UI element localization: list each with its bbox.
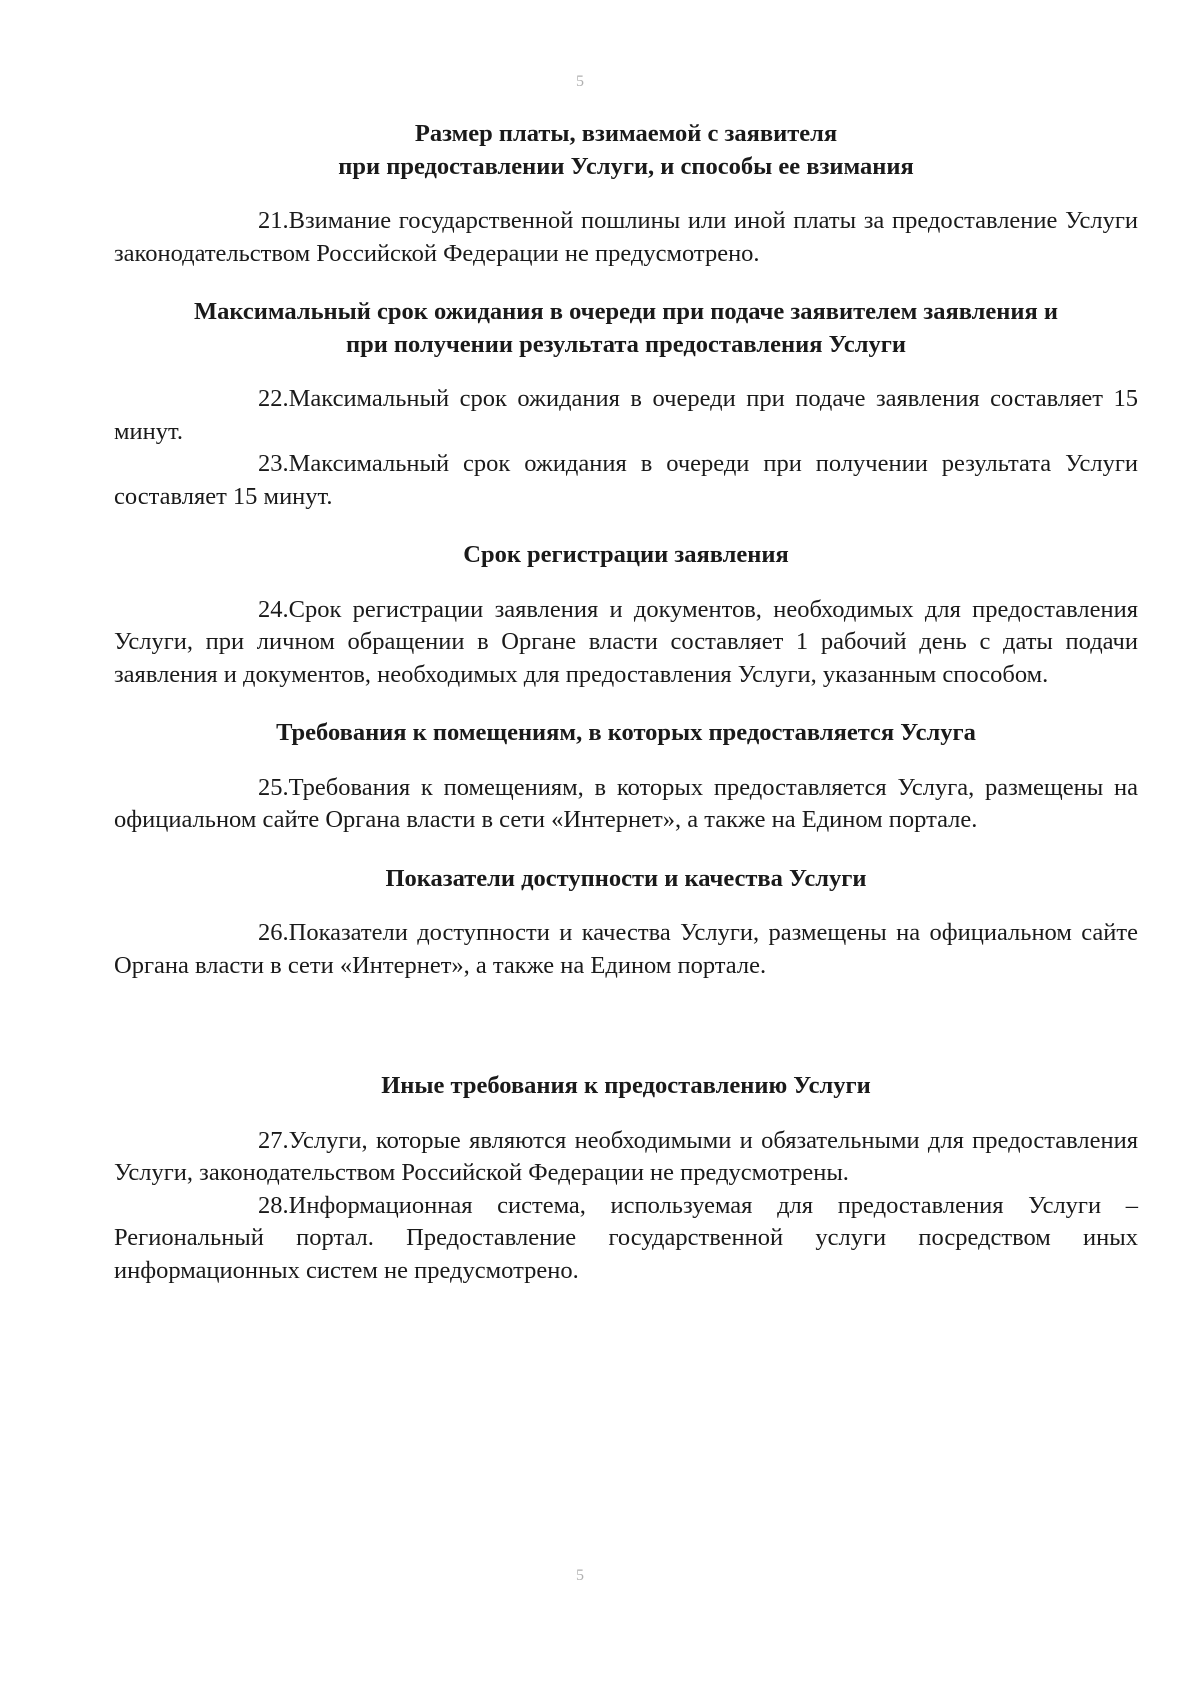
paragraph-text: Услуги, которые являются необходимыми и обязательными для предоставления Услуги, законодательством Российской Федерации не предусмотрены. xyxy=(114,1126,1138,1186)
paragraph-22 xyxy=(114,383,1138,448)
page-number-bottom: 5 xyxy=(576,1567,584,1584)
paragraph-21 xyxy=(114,205,1138,270)
section-quality xyxy=(114,863,1138,983)
page-number-top: 5 xyxy=(576,73,584,90)
section-heading-line: Показатели доступности и качества Услуги xyxy=(385,864,867,892)
section-heading-line: при получении результата предоставления Услуги xyxy=(345,330,907,358)
paragraph-text: Требования к помещениям, в которых предоставляется Услуга, размещены на официальном сайте Органа власти в сети «Интернет», а также на Едином портале. xyxy=(114,773,1138,833)
paragraph-number: 25. xyxy=(258,773,289,801)
paragraph-text: Срок регистрации заявления и документов, необходимых для предоставления Услуги, при личном обращении в Органе власти составляет 1 рабочий день с даты подачи заявления и документов, необходимых для предоставления Услуги, указанным способом. xyxy=(114,595,1138,688)
paragraph-28 xyxy=(114,1190,1138,1288)
section-heading-line: Срок регистрации заявления xyxy=(463,541,789,568)
section-heading-line: при предоставлении Услуги, и способы ее взимания xyxy=(338,152,914,180)
paragraph-text: Максимальный срок ожидания в очереди при получении результата Услуги составляет 15 минут. xyxy=(114,450,1138,510)
paragraph-27 xyxy=(114,1125,1138,1190)
paragraph-number: 28. xyxy=(258,1191,289,1219)
paragraph-text: Информационная система, используемая для предоставления Услуги – Региональный портал. Предоставление государственной услуги посредством иных информационных систем не предусмотрено. xyxy=(114,1191,1138,1284)
section-other-requirements xyxy=(114,1070,1138,1287)
section-heading-line: Иные требования к предоставлению Услуги xyxy=(381,1072,871,1099)
paragraph-24 xyxy=(114,594,1138,692)
paragraph-number: 22. xyxy=(258,385,289,412)
paragraph-23 xyxy=(114,448,1138,513)
paragraph-text: Показатели доступности и качества Услуги, размещены на официальном сайте Органа власти в сети «Интернет», а также на Едином портале. xyxy=(114,919,1138,979)
paragraph-number: 27. xyxy=(258,1126,289,1154)
section-registration xyxy=(114,539,1138,691)
paragraph-25 xyxy=(114,772,1138,837)
section-queue-time xyxy=(114,296,1138,513)
section-heading-line: Максимальный срок ожидания в очереди при подаче заявителем заявления и xyxy=(193,298,1059,325)
section-heading-line: Требования к помещениям, в которых предоставляется Услуга xyxy=(276,719,976,746)
document-body xyxy=(114,118,1138,1287)
section-fee xyxy=(114,118,1138,270)
paragraph-number: 21. xyxy=(258,207,289,234)
paragraph-number: 24. xyxy=(258,595,289,623)
paragraph-text: Максимальный срок ожидания в очереди при подаче заявления составляет 15 минут. xyxy=(114,385,1138,445)
paragraph-26 xyxy=(114,917,1138,982)
paragraph-number: 26. xyxy=(258,919,289,946)
section-heading-line: Размер платы, взимаемой с заявителя xyxy=(414,120,838,147)
section-premises xyxy=(114,717,1138,837)
paragraph-text: Взимание государственной пошлины или иной платы за предоставление Услуги законодательством Российской Федерации не предусмотрено. xyxy=(114,207,1138,267)
paragraph-number: 23. xyxy=(258,450,289,477)
